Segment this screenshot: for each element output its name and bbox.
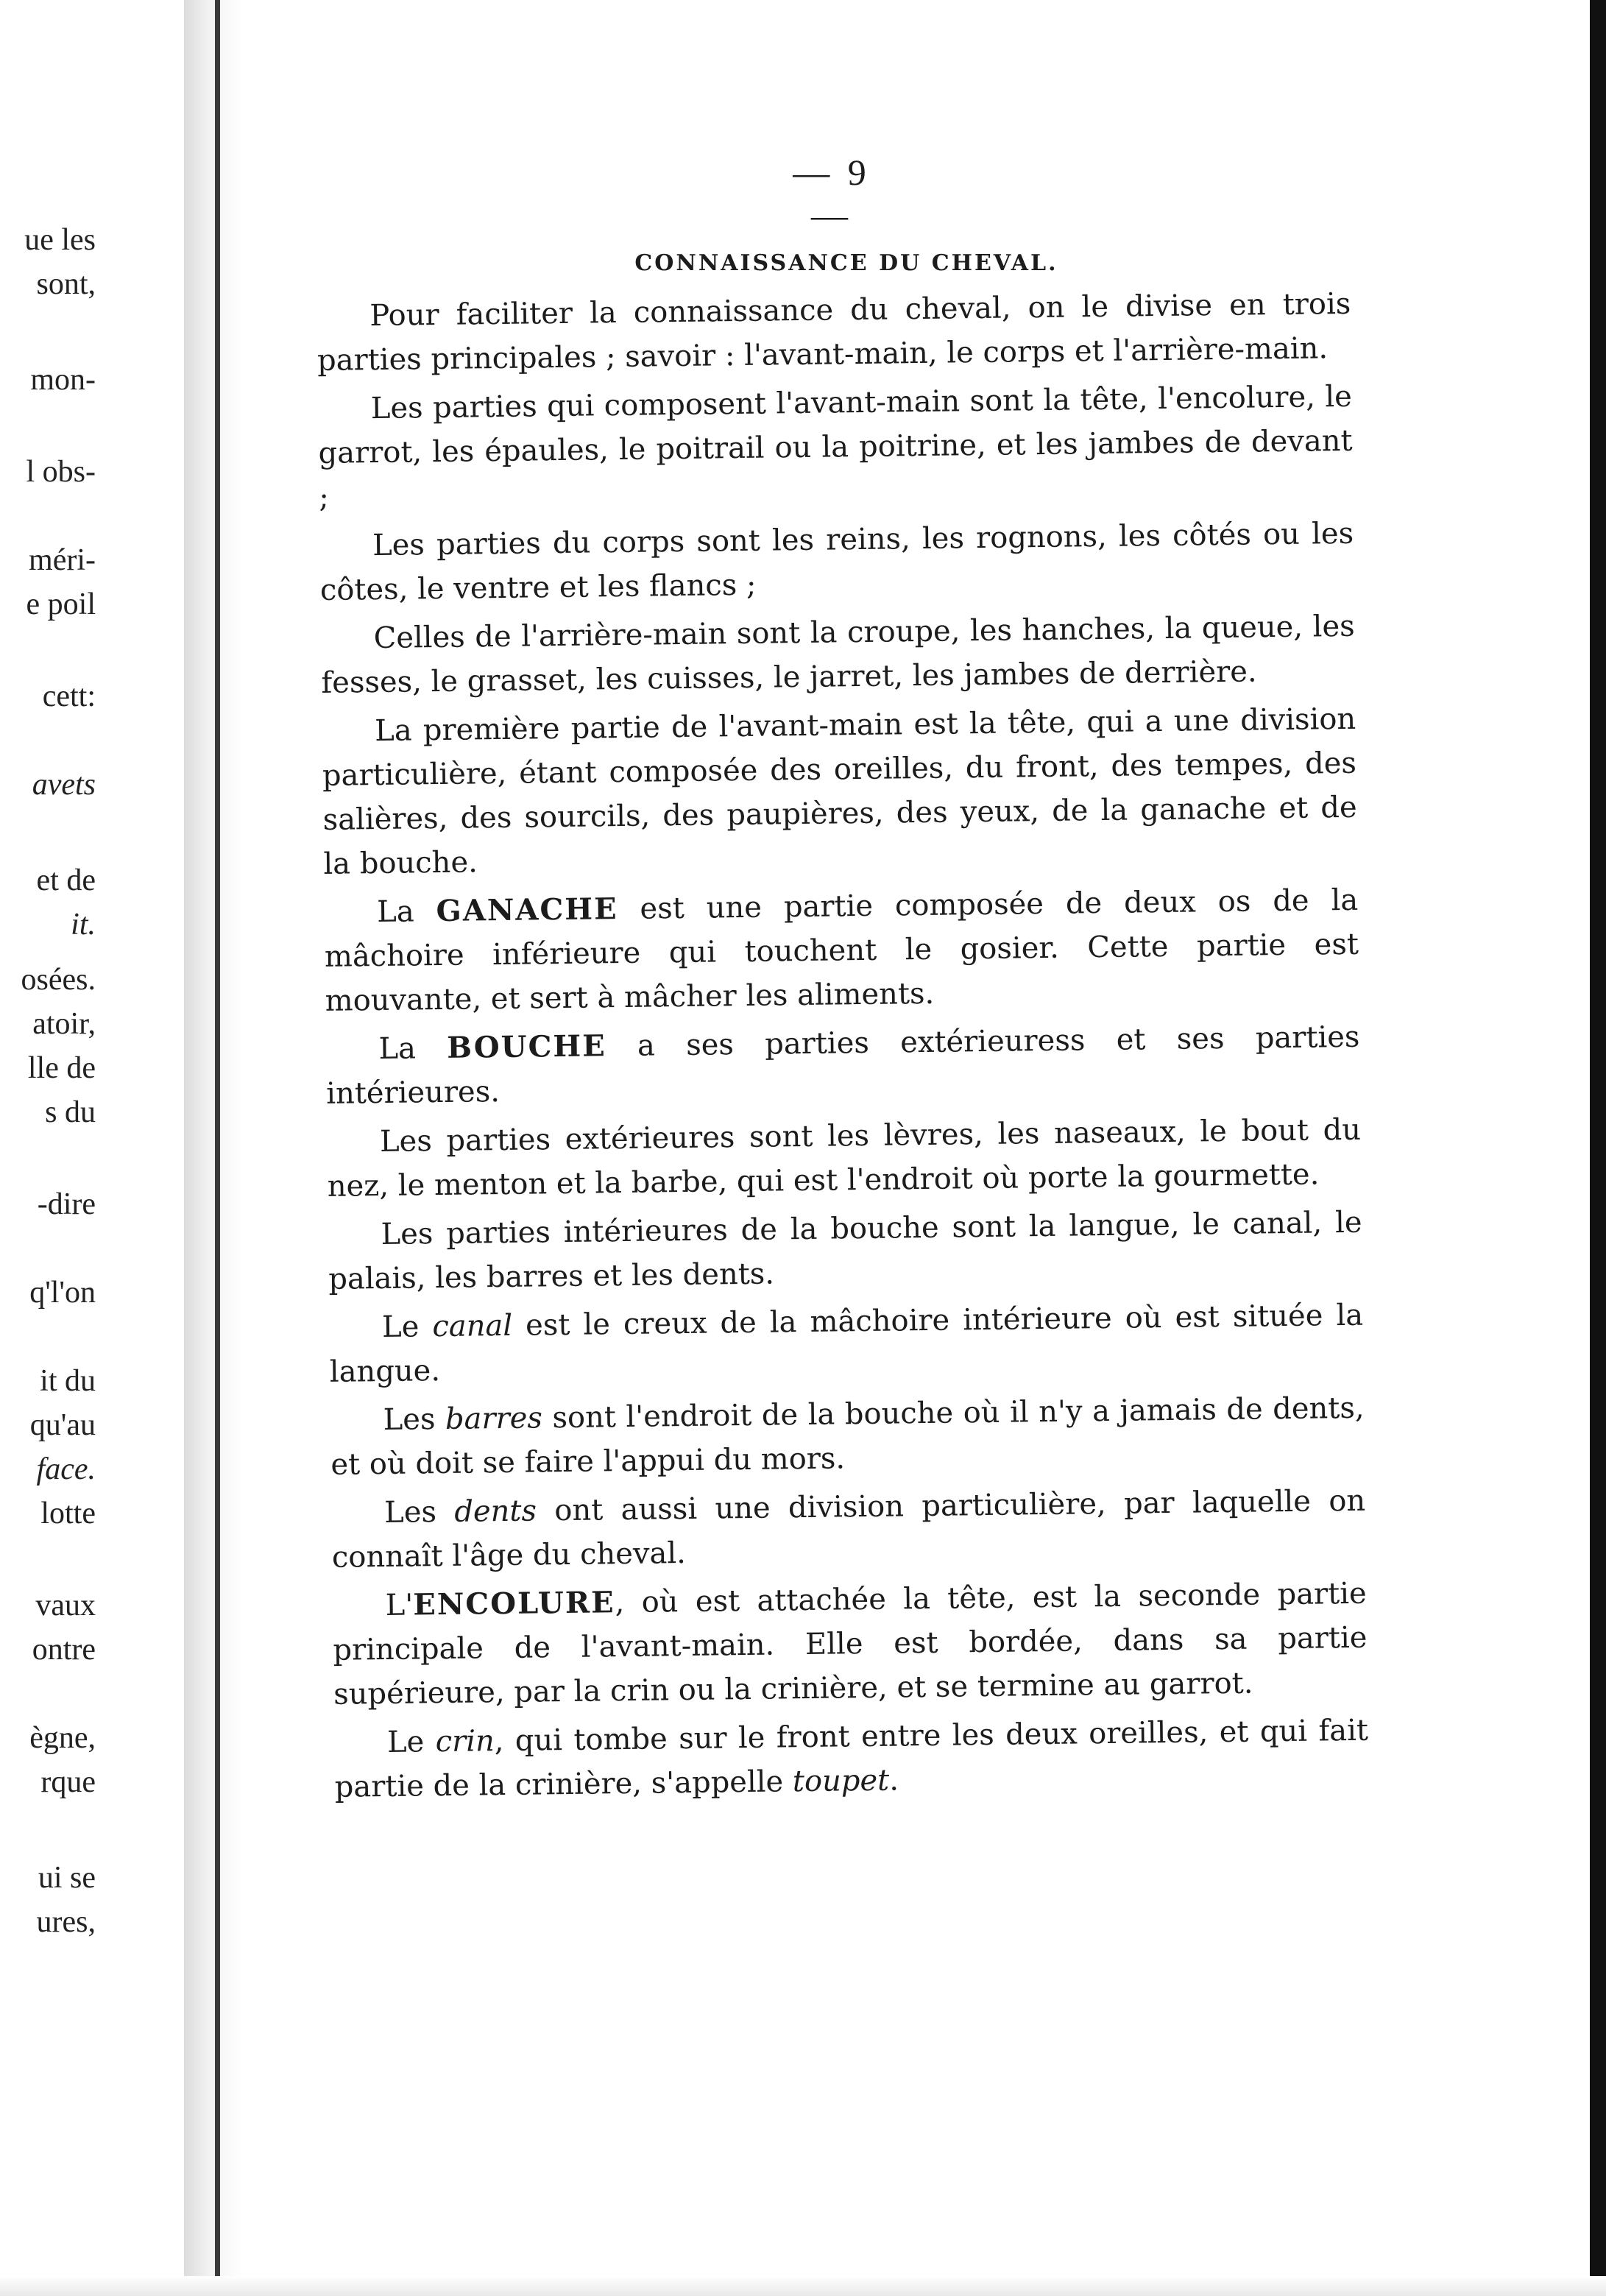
italic-term: barres	[445, 1401, 543, 1436]
left-page-fragment: rque	[40, 1765, 96, 1799]
paragraph-text: est une partie composée de deux os de la mâchoire inférieure qui touchent le gosier. Cette partie est mouvante, et sert à mâcher les aliments.	[324, 883, 1359, 1018]
left-page-fragment: et de	[36, 863, 96, 897]
paragraph-text: La	[376, 894, 436, 930]
left-page-fragment: atoir,	[32, 1007, 96, 1041]
page-gutter-shadow	[184, 0, 243, 2296]
left-page-fragment: ures,	[36, 1905, 96, 1939]
body-text	[316, 282, 1369, 1814]
scan-border-right	[1590, 0, 1606, 2296]
paragraph	[324, 878, 1359, 1023]
paragraph	[327, 1108, 1362, 1209]
paragraph-text: .	[888, 1763, 899, 1798]
italic-term: canal	[432, 1308, 513, 1344]
paragraph-text: Le	[386, 1725, 436, 1759]
left-page-fragment: lotte	[40, 1497, 96, 1530]
paragraph-text: , où est attachée la tête, est la seconde partie principale de l'avant-main. Elle est bordée, dans sa partie supérieure, par la crin ou la crinière, et se termine au garrot.	[333, 1576, 1368, 1712]
left-page-fragment: ontre	[32, 1633, 96, 1667]
page-number: — 9 —	[793, 152, 871, 236]
left-page-fragment: méri-	[29, 543, 96, 577]
left-page-fragment: osées.	[21, 963, 96, 997]
left-page-fragment: s du	[45, 1095, 96, 1129]
left-page-fragment: ègne,	[29, 1721, 96, 1755]
left-page-fragment: vaux	[35, 1589, 96, 1622]
paragraph	[329, 1293, 1364, 1394]
paragraph	[316, 282, 1351, 383]
paragraph-text: Pour faciliter la connaissance du cheval, on le divise en trois parties principales ; savoir : l'avant-main, le corps et l'arrière-main.	[316, 286, 1351, 378]
paragraph	[318, 375, 1354, 520]
left-page-fragment: sont,	[36, 267, 96, 301]
left-page-fragment: lle de	[27, 1051, 96, 1085]
chapter-title: CONNAISSANCE DU CHEVAL.	[634, 250, 1058, 276]
paragraph-text: L'	[385, 1588, 414, 1622]
italic-term: crin	[435, 1724, 495, 1759]
paragraph-text: ont aussi une division particulière, par laquelle on connaît l'âge du cheval.	[331, 1483, 1366, 1575]
section-term: BOUCHE	[446, 1028, 606, 1065]
left-page-fragment: q'l'on	[29, 1276, 96, 1310]
left-page-fragment: e poil	[26, 587, 96, 621]
left-page-fragment: it du	[40, 1364, 96, 1398]
left-page-fragment: ue les	[24, 223, 96, 257]
italic-term: dents	[454, 1494, 537, 1529]
paragraph-text: Les parties intérieures de la bouche sont la langue, le canal, le palais, les barres et les dents.	[328, 1205, 1362, 1296]
paragraph	[328, 1201, 1362, 1301]
paragraph	[325, 1015, 1360, 1116]
paragraph-text: Les	[383, 1402, 446, 1438]
left-page-fragment: cett:	[42, 679, 96, 713]
paragraph	[331, 1479, 1366, 1580]
paragraph-text: Les	[383, 1494, 455, 1530]
paragraph-text: Le	[381, 1310, 433, 1345]
paragraph-text: , qui tombe sur le front entre les deux oreilles, et qui fait partie de la crinière, s'appelle	[334, 1713, 1369, 1804]
left-page-cropped-text	[0, 0, 103, 2296]
left-page-fragment: l obs-	[26, 455, 96, 489]
paragraph	[322, 697, 1358, 886]
paragraph-text: Les parties du corps sont les reins, les rognons, les côtés ou les côtes, le ventre et les flancs ;	[319, 516, 1354, 607]
paragraph-text: a ses parties extérieuress et ses parties intérieures.	[325, 1020, 1360, 1111]
left-page-fragment: face.	[36, 1452, 96, 1486]
left-page-fragment: it.	[71, 908, 96, 942]
italic-term: toupet	[792, 1763, 890, 1799]
left-page-fragment: mon-	[30, 363, 96, 397]
paragraph-text: La première partie de l'avant-main est la tête, qui a une division particulière, étant composée des oreilles, du front, des tempes, des salières, des sourcils, des paupières, des yeux, de la ganache et de la bouche.	[322, 702, 1357, 881]
scan-border-bottom	[0, 2276, 1606, 2296]
paragraph-text: Les parties extérieures sont les lèvres, les naseaux, le bout du nez, le menton et la barbe, qui est l'endroit où porte la gourmette.	[327, 1112, 1362, 1204]
paragraph-text: sont l'endroit de la bouche où il n'y a jamais de dents, et où doit se faire l'appui du mors.	[330, 1391, 1365, 1482]
paragraph	[320, 604, 1355, 705]
book-spine-line	[215, 0, 220, 2296]
paragraph-text: Les parties qui composent l'avant-main sont la tête, l'encolure, le garrot, les épaules, le poitrail ou la poitrine, et les jambes de devant ;	[318, 379, 1353, 515]
paragraph-text: La	[378, 1031, 448, 1067]
paragraph	[319, 512, 1354, 612]
left-page-fragment: avets	[32, 768, 96, 802]
paragraph	[334, 1709, 1369, 1809]
section-term: ENCOLURE	[413, 1585, 615, 1622]
section-term: GANACHE	[436, 891, 618, 929]
paragraph-text: Celles de l'arrière-main sont la croupe, les hanches, la queue, les fesses, le grasset, les cuisses, le jarret, les jambes de derrière.	[321, 609, 1355, 700]
paragraph	[330, 1386, 1365, 1487]
left-page-fragment: -dire	[37, 1187, 96, 1221]
paragraph-text: est le creux de la mâchoire intérieure où est située la langue.	[329, 1298, 1364, 1389]
left-page-fragment: qu'au	[29, 1408, 96, 1442]
left-page-fragment: ui se	[38, 1861, 96, 1895]
paragraph	[332, 1572, 1368, 1717]
